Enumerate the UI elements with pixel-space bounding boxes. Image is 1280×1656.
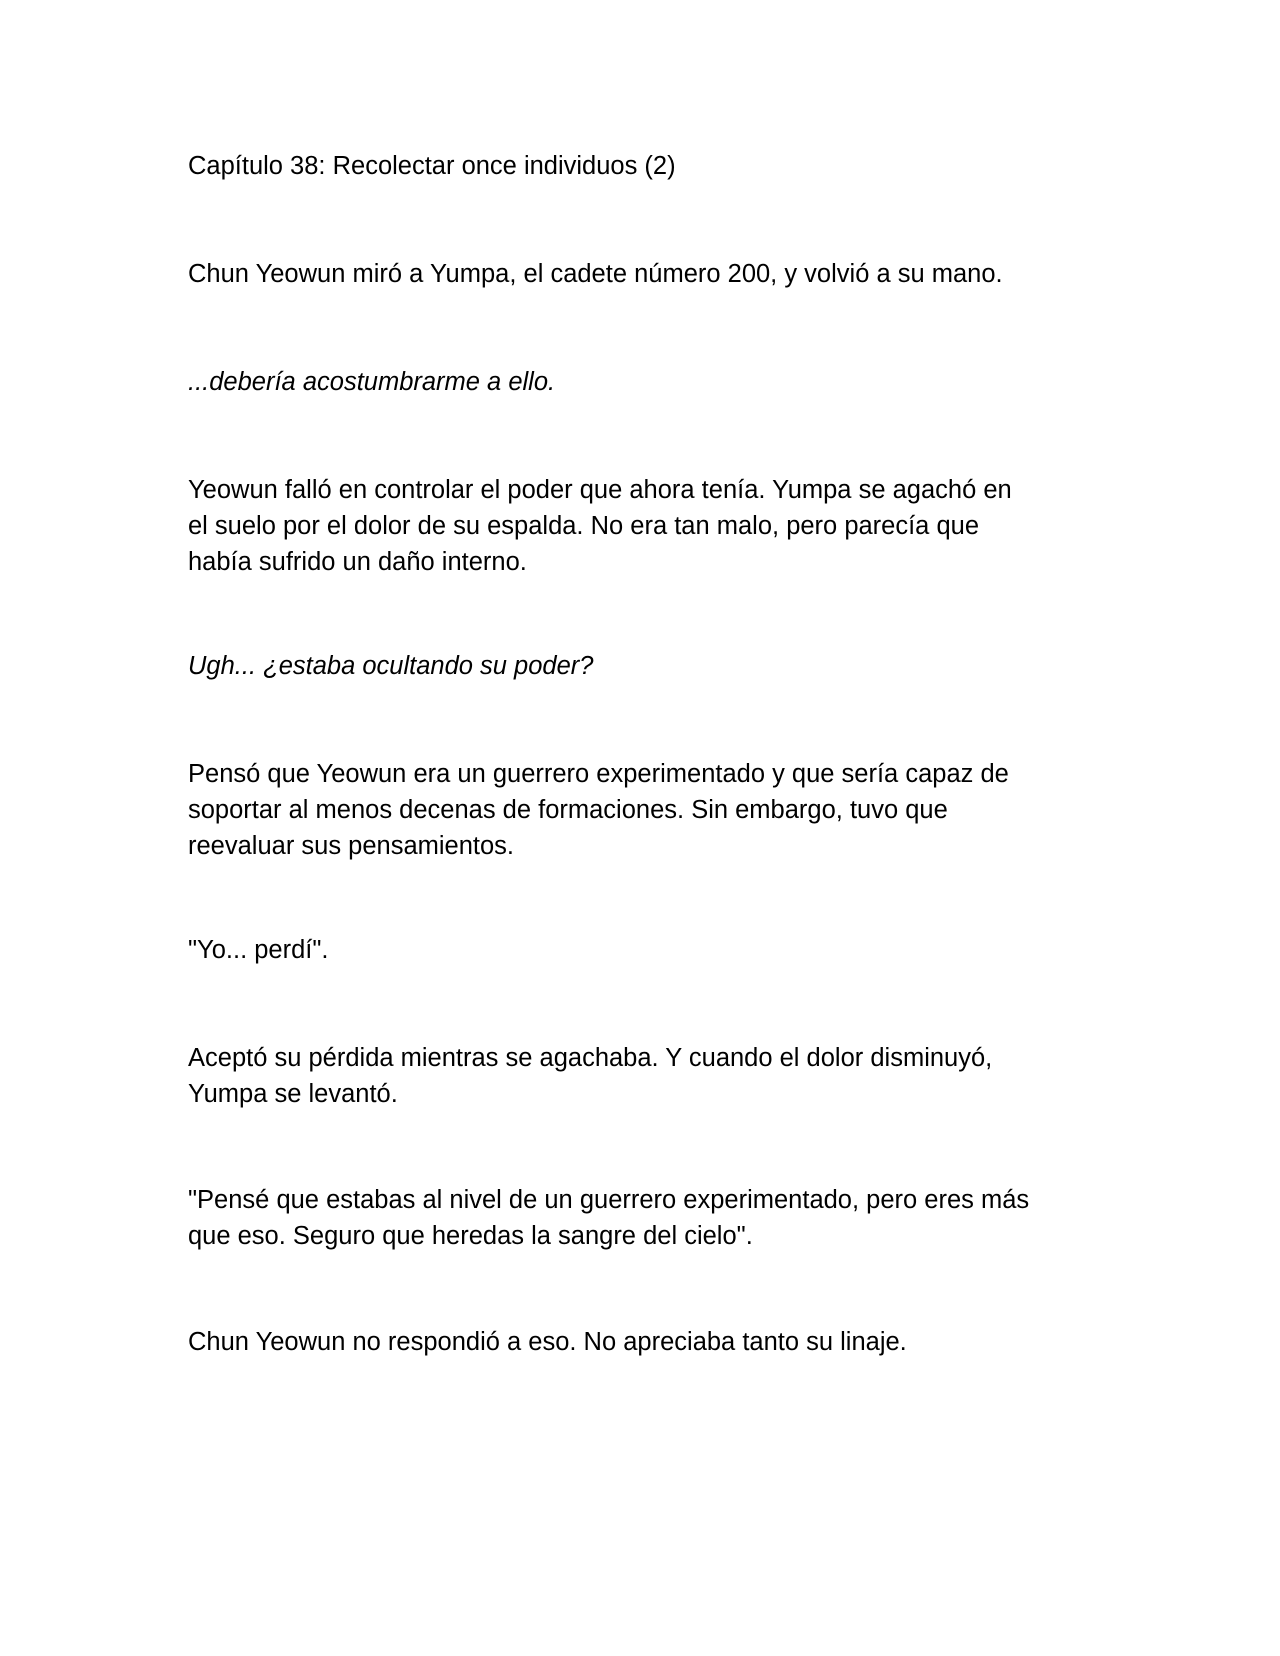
- paragraph-line: "Pensé que estabas al nivel de un guerrero experimentado, pero eres más: [188, 1186, 1030, 1214]
- paragraph-line: que eso. Seguro que heredas la sangre del cielo".: [188, 1222, 753, 1250]
- paragraph-line: Pensó que Yeowun era un guerrero experimentado y que sería capaz de: [188, 760, 1009, 788]
- paragraph-line: Chun Yeowun no respondió a eso. No apreciaba tanto su linaje.: [188, 1328, 907, 1356]
- paragraph-line: el suelo por el dolor de su espalda. No era tan malo, pero parecía que: [188, 512, 979, 540]
- paragraph-2-thought: [188, 364, 1098, 400]
- paragraph-line: Yumpa se levantó.: [188, 1080, 398, 1108]
- paragraph-6-dialogue: [188, 932, 1098, 968]
- paragraph-4-thought: [188, 648, 1098, 684]
- chapter-title: [188, 148, 1098, 184]
- paragraph-5: [188, 756, 1098, 864]
- paragraph-3: [188, 472, 1098, 580]
- paragraph-line: Chun Yeowun miró a Yumpa, el cadete número 200, y volvió a su mano.: [188, 260, 1003, 288]
- paragraph-line: Yeowun falló en controlar el poder que ahora tenía. Yumpa se agachó en: [188, 476, 1012, 504]
- paragraph-line: reevaluar sus pensamientos.: [188, 832, 515, 860]
- paragraph-line: había sufrido un daño interno.: [188, 548, 527, 576]
- chapter-title-text: Capítulo 38: Recolectar once individuos (2): [188, 152, 676, 180]
- paragraph-line: ...debería acostumbrarme a ello.: [188, 368, 556, 396]
- paragraph-line: Ugh... ¿estaba ocultando su poder?: [188, 652, 594, 680]
- paragraph-8-dialogue: [188, 1182, 1098, 1254]
- paragraph-7: [188, 1040, 1098, 1112]
- paragraph-line: "Yo... perdí".: [188, 936, 329, 964]
- paragraph-line: Aceptó su pérdida mientras se agachaba. Y cuando el dolor disminuyó,: [188, 1044, 993, 1072]
- paragraph-9: [188, 1324, 1098, 1360]
- paragraph-1: [188, 256, 1098, 292]
- paragraph-line: soportar al menos decenas de formaciones. Sin embargo, tuvo que: [188, 796, 948, 824]
